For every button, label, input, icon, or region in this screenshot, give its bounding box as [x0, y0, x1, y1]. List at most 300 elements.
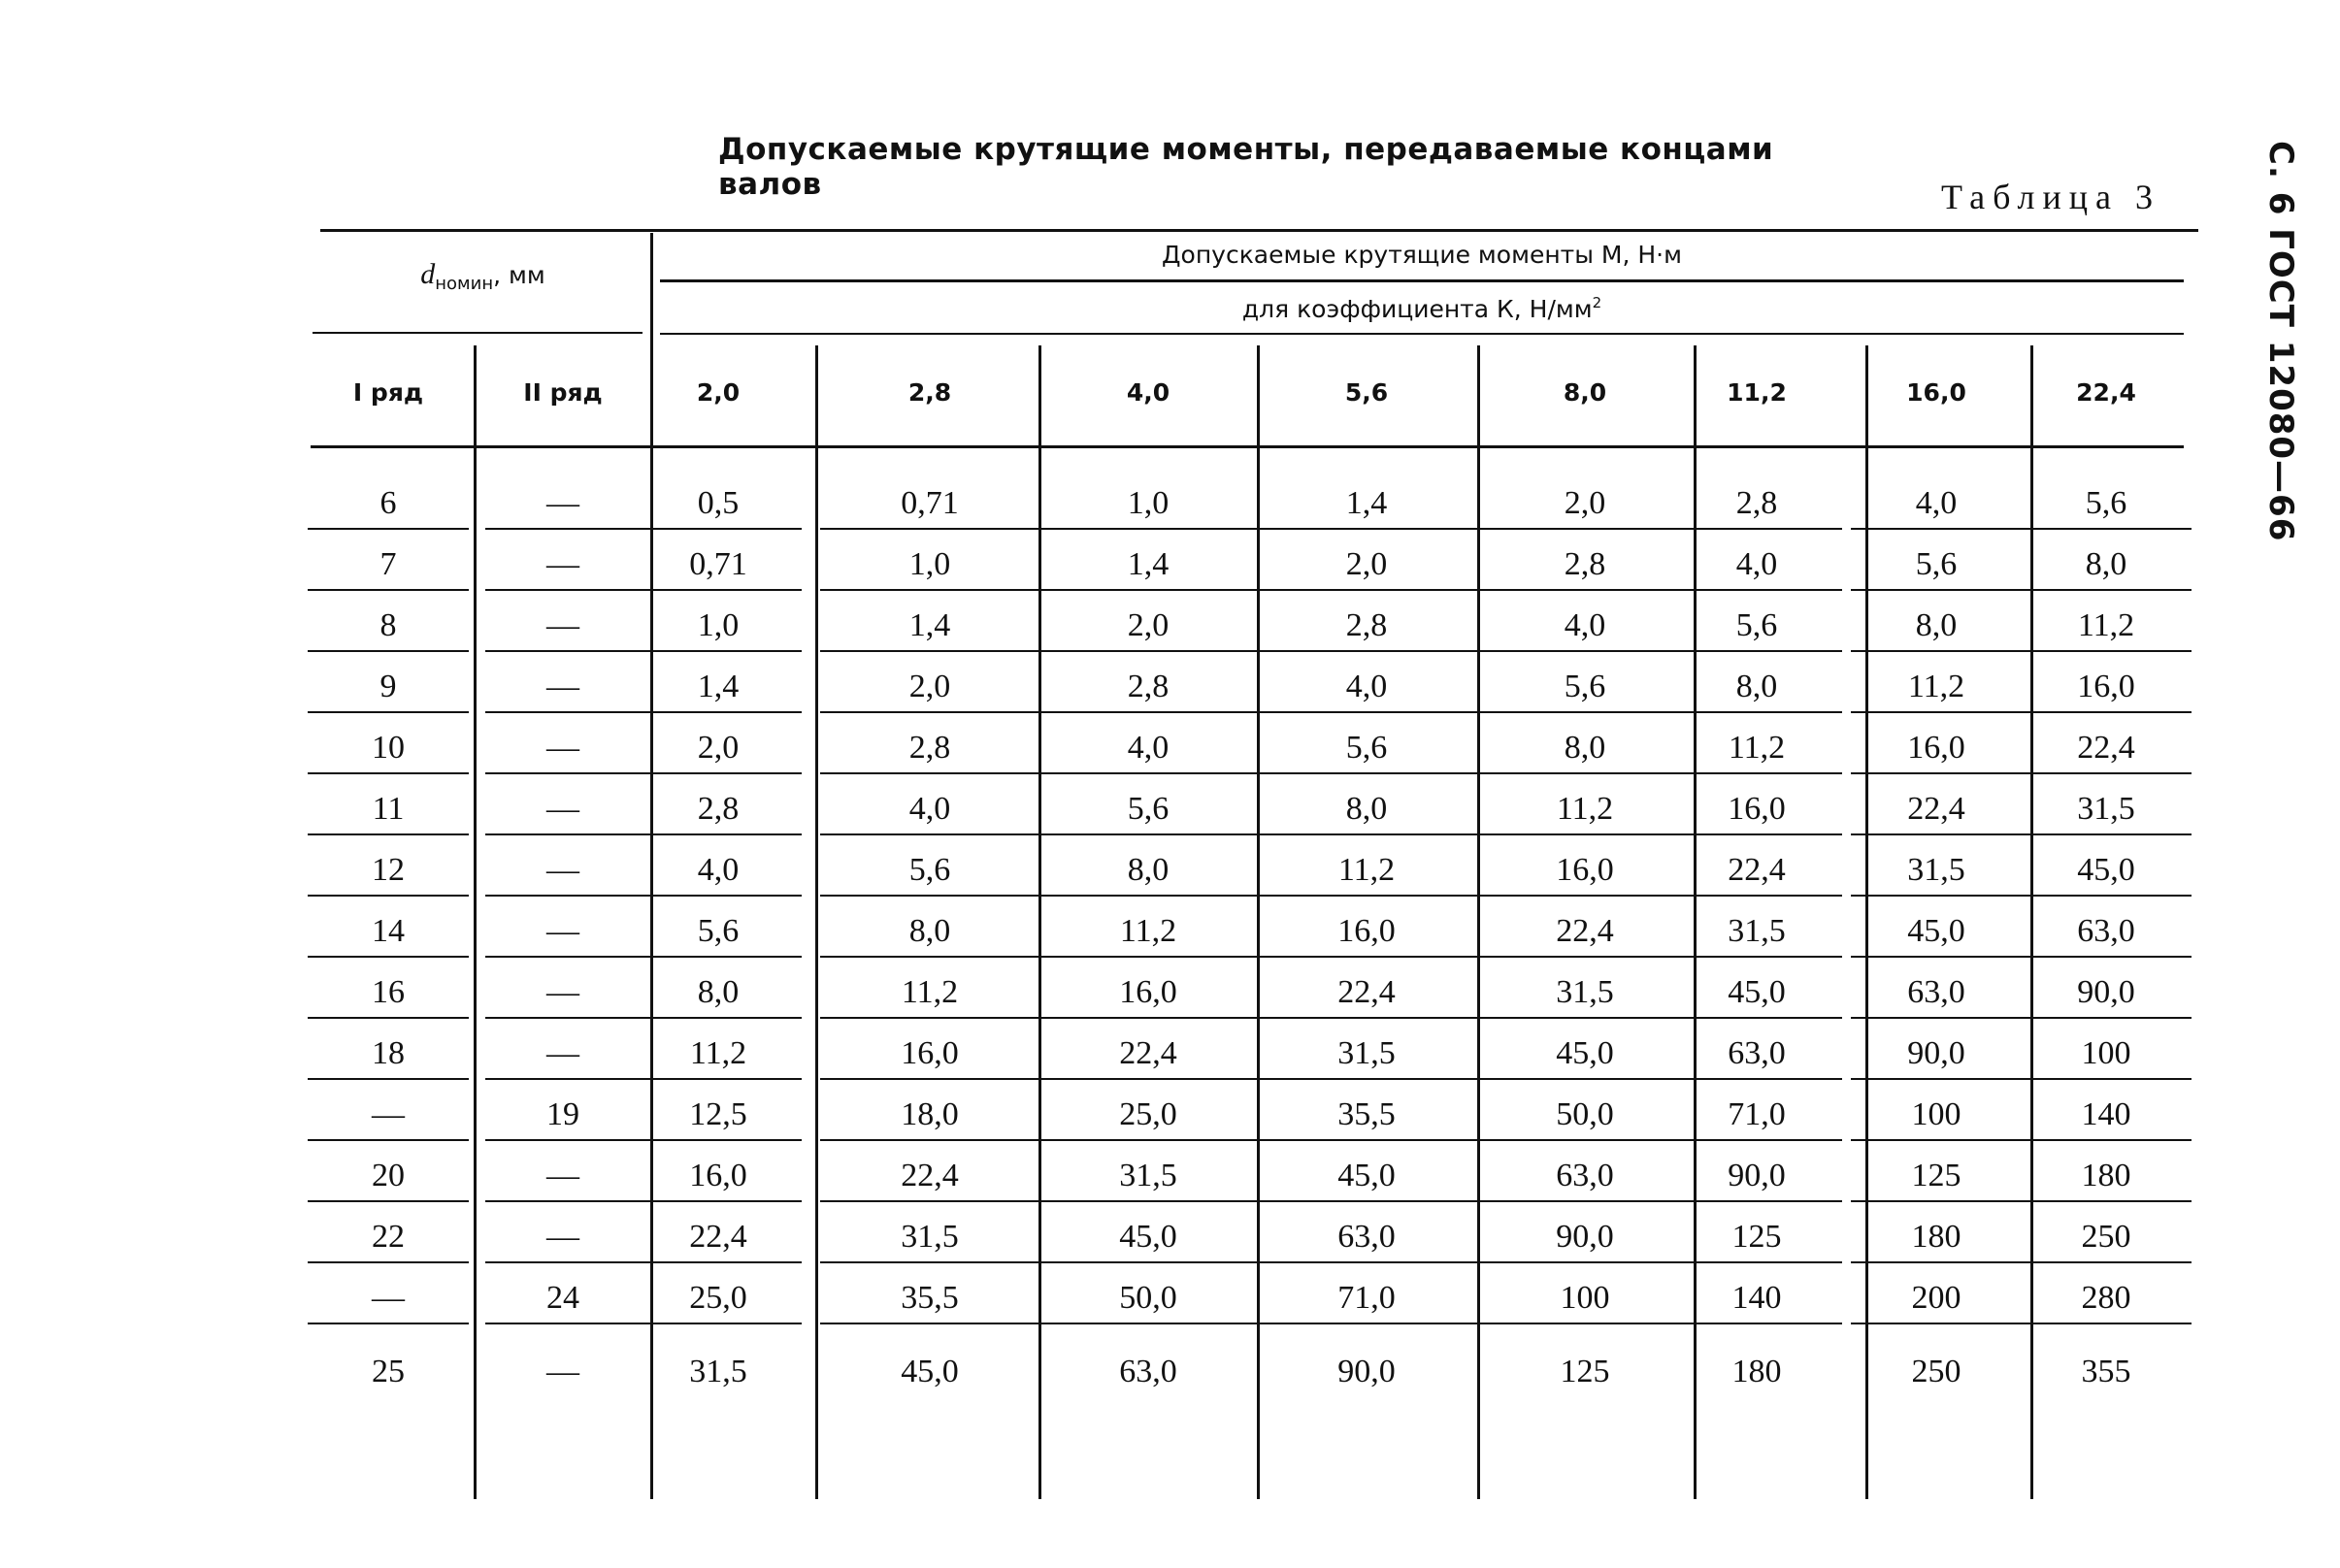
row-underline — [1671, 1323, 1842, 1324]
row-underline — [1851, 772, 2022, 774]
series-header: I ряд — [352, 378, 424, 407]
table-cell: 35,5 — [901, 1280, 959, 1316]
table-cell: 22,4 — [2077, 730, 2135, 766]
row-underline — [636, 1139, 802, 1141]
table-cell: — — [546, 1158, 579, 1193]
table-cell: 4,0 — [1735, 546, 1778, 582]
table-cell: — — [546, 852, 579, 888]
table-cell: 5,6 — [1564, 669, 1606, 704]
table-cell: 4,0 — [1345, 669, 1388, 704]
row-underline — [485, 1139, 642, 1141]
row-underline — [2021, 1200, 2192, 1202]
column-separator — [474, 345, 477, 442]
table-cell: 45,0 — [1556, 1035, 1614, 1071]
row-underline — [485, 1323, 642, 1324]
table-cell: — — [546, 485, 579, 521]
row-underline — [636, 711, 802, 713]
table-cell: 2,0 — [697, 730, 740, 766]
row-underline — [1851, 589, 2022, 591]
row-underline — [636, 1261, 802, 1263]
table-cell: 2,8 — [1345, 607, 1388, 643]
coef-column-header: 2,8 — [907, 378, 952, 407]
table-cell: 90,0 — [1728, 1158, 1786, 1193]
standard-page-label: С. 6 ГОСТ 12080—66 — [2261, 141, 2300, 542]
row-underline — [308, 711, 469, 713]
row-underline — [1475, 1139, 1695, 1141]
row-underline — [485, 895, 642, 897]
table-cell: 50,0 — [1119, 1280, 1177, 1316]
table-cell: 1,4 — [908, 607, 951, 643]
table-cell: 180 — [1911, 1219, 1961, 1255]
row-underline — [308, 1078, 469, 1080]
row-underline — [636, 589, 802, 591]
table-cell: 100 — [1560, 1280, 1610, 1316]
row-underline — [1671, 1017, 1842, 1019]
row-underline — [1671, 650, 1842, 652]
table-cell: 140 — [1731, 1280, 1782, 1316]
row-underline — [1851, 1261, 2022, 1263]
diameter-unit: , мм — [493, 261, 545, 289]
row-underline — [636, 1017, 802, 1019]
row-underline — [820, 1200, 1039, 1202]
table-cell: 5,6 — [1915, 546, 1958, 582]
table-cell: 11,2 — [1337, 852, 1396, 888]
table-cell: 45,0 — [1337, 1158, 1396, 1193]
table-cell: 31,5 — [1556, 974, 1614, 1010]
coef-column-header: 16,0 — [1906, 378, 1966, 407]
row-underline — [820, 528, 1039, 530]
row-underline — [308, 1323, 469, 1324]
table-title: Допускаемые крутящие моменты, передаваемые концами валов — [718, 132, 1774, 202]
row-underline — [1038, 1017, 1258, 1019]
table-cell: 355 — [2081, 1354, 2131, 1389]
row-underline — [485, 589, 642, 591]
row-underline — [1851, 1139, 2022, 1141]
table-cell: 18,0 — [901, 1096, 959, 1132]
table-cell: 0,5 — [697, 485, 740, 521]
table-cell: 8,0 — [697, 974, 740, 1010]
table-cell: 90,0 — [1556, 1219, 1614, 1255]
row-underline — [1257, 1017, 1476, 1019]
table-cell: — — [372, 1096, 405, 1132]
row-underline — [485, 1017, 642, 1019]
row-underline — [308, 772, 469, 774]
table-cell: 4,0 — [1915, 485, 1958, 521]
row-underline — [636, 1078, 802, 1080]
row-underline — [485, 772, 642, 774]
table-cell: 22,4 — [689, 1219, 747, 1255]
coef-column-header: 4,0 — [1126, 378, 1170, 407]
table-cell: 180 — [2081, 1158, 2131, 1193]
table-cell: 16,0 — [689, 1158, 747, 1193]
table-cell: 11 — [372, 791, 405, 827]
row-underline — [1038, 833, 1258, 835]
row-underline — [308, 895, 469, 897]
row-underline — [485, 1200, 642, 1202]
row-underline — [1038, 772, 1258, 774]
table-cell: 5,6 — [1127, 791, 1170, 827]
row-underline — [1038, 1078, 1258, 1080]
row-underline — [1671, 711, 1842, 713]
column-separator — [474, 345, 477, 1499]
row-underline — [2021, 528, 2192, 530]
row-underline — [1851, 1200, 2022, 1202]
table-cell: 63,0 — [1556, 1158, 1614, 1193]
row-underline — [1475, 1323, 1695, 1324]
table-cell: 16 — [372, 974, 405, 1010]
row-underline — [2021, 956, 2192, 958]
table-cell: 4,0 — [908, 791, 951, 827]
table-cell: 4,0 — [1564, 607, 1606, 643]
row-underline — [636, 528, 802, 530]
table-cell: 14 — [372, 913, 405, 949]
row-underline — [1475, 1200, 1695, 1202]
table-cell: 1,4 — [697, 669, 740, 704]
table-cell: 11,2 — [2077, 607, 2135, 643]
coef-column-header: 8,0 — [1563, 378, 1607, 407]
row-underline — [1475, 650, 1695, 652]
table-cell: 35,5 — [1337, 1096, 1396, 1132]
table-cell: 16,0 — [1337, 913, 1396, 949]
table-cell: 63,0 — [1907, 974, 1965, 1010]
table-cell: 4,0 — [697, 852, 740, 888]
table-cell: — — [546, 730, 579, 766]
row-underline — [1851, 956, 2022, 958]
table-cell: 2,8 — [697, 791, 740, 827]
table-cell: 125 — [1560, 1354, 1610, 1389]
row-underline — [2021, 895, 2192, 897]
row-underline — [1257, 1078, 1476, 1080]
table-cell: — — [546, 913, 579, 949]
table-top-rule — [320, 229, 2198, 232]
table-cell: — — [546, 1219, 579, 1255]
table-cell: 90,0 — [2077, 974, 2135, 1010]
row-underline — [1257, 956, 1476, 958]
row-underline — [1671, 833, 1842, 835]
row-underline — [1257, 895, 1476, 897]
header-bottom-rule — [311, 445, 2184, 448]
row-underline — [2021, 589, 2192, 591]
table-cell: 280 — [2081, 1280, 2131, 1316]
row-underline — [308, 833, 469, 835]
table-cell: 11,2 — [901, 974, 959, 1010]
row-underline — [485, 1078, 642, 1080]
table-cell: 25 — [372, 1354, 405, 1389]
diameter-header — [320, 258, 645, 294]
row-underline — [820, 833, 1039, 835]
row-underline — [485, 711, 642, 713]
row-underline — [485, 1261, 642, 1263]
row-underline — [1851, 833, 2022, 835]
row-underline — [308, 528, 469, 530]
table-cell: 11,2 — [1119, 913, 1177, 949]
row-underline — [1671, 1078, 1842, 1080]
diameter-header-rule — [313, 332, 643, 334]
table-cell: 31,5 — [1728, 913, 1786, 949]
table-cell: 22,4 — [1556, 913, 1614, 949]
row-underline — [1851, 1017, 2022, 1019]
row-underline — [1475, 589, 1695, 591]
table-cell: 0,71 — [901, 485, 959, 521]
row-underline — [308, 589, 469, 591]
table-cell: 22,4 — [901, 1158, 959, 1193]
row-underline — [1475, 895, 1695, 897]
table-cell: 20 — [372, 1158, 405, 1193]
table-cell: 4,0 — [1127, 730, 1170, 766]
table-cell: 31,5 — [1907, 852, 1965, 888]
table-cell: 2,8 — [1735, 485, 1778, 521]
row-underline — [1038, 711, 1258, 713]
row-underline — [2021, 772, 2192, 774]
row-underline — [485, 528, 642, 530]
row-underline — [485, 833, 642, 835]
table-cell: 6 — [379, 485, 397, 521]
table-cell: 12,5 — [689, 1096, 747, 1132]
table-cell: 5,6 — [1345, 730, 1388, 766]
row-underline — [820, 772, 1039, 774]
table-cell: 0,71 — [689, 546, 747, 582]
table-cell: 63,0 — [1337, 1219, 1396, 1255]
row-underline — [1851, 711, 2022, 713]
row-underline — [820, 650, 1039, 652]
table-cell: 63,0 — [1728, 1035, 1786, 1071]
table-cell: 1,0 — [697, 607, 740, 643]
table-cell: 8,0 — [1345, 791, 1388, 827]
row-underline — [1671, 895, 1842, 897]
coef-header-text: для коэффициента К, Н/мм — [1241, 295, 1593, 323]
table-cell: 71,0 — [1337, 1280, 1396, 1316]
table-cell: 16,0 — [901, 1035, 959, 1071]
row-underline — [1671, 1139, 1842, 1141]
table-cell: 9 — [379, 669, 397, 704]
table-cell: 1,0 — [908, 546, 951, 582]
table-cell: 8,0 — [1735, 669, 1778, 704]
table-cell: 16,0 — [1119, 974, 1177, 1010]
table-cell: — — [546, 669, 579, 704]
row-underline — [1671, 589, 1842, 591]
table-cell: 63,0 — [2077, 913, 2135, 949]
coef-header — [660, 294, 2184, 323]
row-underline — [1257, 1323, 1476, 1324]
row-underline — [2021, 1139, 2192, 1141]
moment-header-rule — [660, 279, 2184, 282]
row-underline — [1257, 589, 1476, 591]
row-underline — [1671, 1261, 1842, 1263]
row-underline — [1671, 956, 1842, 958]
row-underline — [1038, 1139, 1258, 1141]
row-underline — [1257, 711, 1476, 713]
table-cell: 31,5 — [1119, 1158, 1177, 1193]
row-underline — [820, 1017, 1039, 1019]
row-underline — [2021, 833, 2192, 835]
table-cell: 31,5 — [689, 1354, 747, 1389]
row-underline — [1257, 1200, 1476, 1202]
table-cell: — — [546, 974, 579, 1010]
row-underline — [1671, 1200, 1842, 1202]
column-separator — [1477, 345, 1480, 1499]
row-underline — [636, 650, 802, 652]
row-underline — [308, 956, 469, 958]
coef-column-header: 5,6 — [1344, 378, 1389, 407]
column-separator — [815, 345, 818, 1499]
table-cell: 16,0 — [1556, 852, 1614, 888]
table-cell: 100 — [2081, 1035, 2131, 1071]
table-cell: 1,4 — [1127, 546, 1170, 582]
row-underline — [308, 1139, 469, 1141]
row-underline — [636, 956, 802, 958]
row-underline — [2021, 1017, 2192, 1019]
row-underline — [820, 1078, 1039, 1080]
table-cell: 24 — [546, 1280, 579, 1316]
table-cell: 25,0 — [1119, 1096, 1177, 1132]
row-underline — [1475, 956, 1695, 958]
row-underline — [820, 1261, 1039, 1263]
table-cell: 31,5 — [1337, 1035, 1396, 1071]
row-underline — [1475, 1261, 1695, 1263]
row-underline — [1038, 1323, 1258, 1324]
table-cell: 8,0 — [1564, 730, 1606, 766]
column-separator — [1038, 345, 1041, 1499]
coef-column-header: 2,0 — [696, 378, 741, 407]
row-underline — [1038, 895, 1258, 897]
table-cell: 5,6 — [697, 913, 740, 949]
table-cell: 71,0 — [1728, 1096, 1786, 1132]
row-underline — [1038, 956, 1258, 958]
table-cell: 16,0 — [1907, 730, 1965, 766]
row-underline — [2021, 1078, 2192, 1080]
table-cell: 2,8 — [908, 730, 951, 766]
table-cell: — — [546, 546, 579, 582]
table-number: Таблица 3 — [1941, 178, 2160, 216]
row-underline — [1038, 528, 1258, 530]
table-cell: 45,0 — [901, 1354, 959, 1389]
table-cell: 45,0 — [1728, 974, 1786, 1010]
row-underline — [1257, 650, 1476, 652]
row-underline — [2021, 711, 2192, 713]
row-underline — [1475, 772, 1695, 774]
table-cell: 45,0 — [1119, 1219, 1177, 1255]
table-cell: 31,5 — [2077, 791, 2135, 827]
table-cell: 140 — [2081, 1096, 2131, 1132]
table-cell: 8 — [379, 607, 397, 643]
table-cell: 11,2 — [1728, 730, 1786, 766]
table-cell: 50,0 — [1556, 1096, 1614, 1132]
table-cell: 22,4 — [1119, 1035, 1177, 1071]
table-cell: 1,4 — [1345, 485, 1388, 521]
row-underline — [636, 895, 802, 897]
table-cell: 2,0 — [1564, 485, 1606, 521]
table-cell: 8,0 — [2085, 546, 2127, 582]
table-cell: 22,4 — [1728, 852, 1786, 888]
table-cell: 25,0 — [689, 1280, 747, 1316]
row-underline — [820, 589, 1039, 591]
table-cell: 1,0 — [1127, 485, 1170, 521]
table-cell: 125 — [1731, 1219, 1782, 1255]
row-underline — [2021, 1261, 2192, 1263]
table-cell: 90,0 — [1337, 1354, 1396, 1389]
row-underline — [636, 1323, 802, 1324]
table-cell: 250 — [1911, 1354, 1961, 1389]
table-cell: — — [372, 1280, 405, 1316]
diameter-subscript: номин — [435, 274, 494, 294]
table-cell: 2,0 — [1127, 607, 1170, 643]
row-underline — [1475, 1078, 1695, 1080]
table-cell: 8,0 — [1127, 852, 1170, 888]
table-cell: 11,2 — [1907, 669, 1965, 704]
table-cell: 22,4 — [1337, 974, 1396, 1010]
moment-header: Допускаемые крутящие моменты М, Н·м — [1162, 241, 1682, 269]
row-underline — [1851, 895, 2022, 897]
table-cell: 22,4 — [1907, 791, 1965, 827]
table-cell: 18 — [372, 1035, 405, 1071]
row-underline — [1475, 833, 1695, 835]
table-cell: 2,0 — [908, 669, 951, 704]
row-underline — [1475, 528, 1695, 530]
coef-header-superscript: 2 — [1592, 294, 1602, 311]
coef-header-rule — [660, 333, 2184, 335]
row-underline — [820, 1323, 1039, 1324]
row-underline — [1038, 650, 1258, 652]
table-cell: — — [546, 1035, 579, 1071]
row-underline — [1851, 528, 2022, 530]
row-underline — [1671, 772, 1842, 774]
table-cell: 63,0 — [1119, 1354, 1177, 1389]
coef-column-header: 11,2 — [1727, 378, 1787, 407]
row-underline — [820, 1139, 1039, 1141]
row-underline — [1038, 589, 1258, 591]
coef-column-header: 22,4 — [2076, 378, 2136, 407]
table-cell: 125 — [1911, 1158, 1961, 1193]
row-underline — [485, 956, 642, 958]
table-cell: 5,6 — [908, 852, 951, 888]
table-cell: 16,0 — [2077, 669, 2135, 704]
row-underline — [308, 650, 469, 652]
row-underline — [1257, 1261, 1476, 1263]
table-cell: 19 — [546, 1096, 579, 1132]
table-cell: 100 — [1911, 1096, 1961, 1132]
table-cell: 45,0 — [2077, 852, 2135, 888]
row-underline — [636, 833, 802, 835]
table-cell: 11,2 — [1556, 791, 1614, 827]
row-underline — [1257, 1139, 1476, 1141]
table-cell: — — [546, 791, 579, 827]
table-cell: 2,8 — [1127, 669, 1170, 704]
table-cell: 8,0 — [1915, 607, 1958, 643]
table-cell: 5,6 — [1735, 607, 1778, 643]
table-cell: 12 — [372, 852, 405, 888]
row-underline — [2021, 1323, 2192, 1324]
row-underline — [1038, 1261, 1258, 1263]
table-cell: 250 — [2081, 1219, 2131, 1255]
table-cell: 10 — [372, 730, 405, 766]
row-underline — [485, 650, 642, 652]
row-underline — [636, 772, 802, 774]
row-underline — [1475, 1017, 1695, 1019]
column-separator — [1257, 345, 1260, 1499]
table-cell: 5,6 — [2085, 485, 2127, 521]
table-cell: 180 — [1731, 1354, 1782, 1389]
row-underline — [308, 1017, 469, 1019]
row-underline — [1038, 1200, 1258, 1202]
row-underline — [2021, 650, 2192, 652]
table-cell: 31,5 — [901, 1219, 959, 1255]
row-underline — [308, 1200, 469, 1202]
row-underline — [1851, 1323, 2022, 1324]
row-underline — [820, 895, 1039, 897]
row-underline — [1475, 711, 1695, 713]
table-cell: 2,8 — [1564, 546, 1606, 582]
row-underline — [1257, 772, 1476, 774]
